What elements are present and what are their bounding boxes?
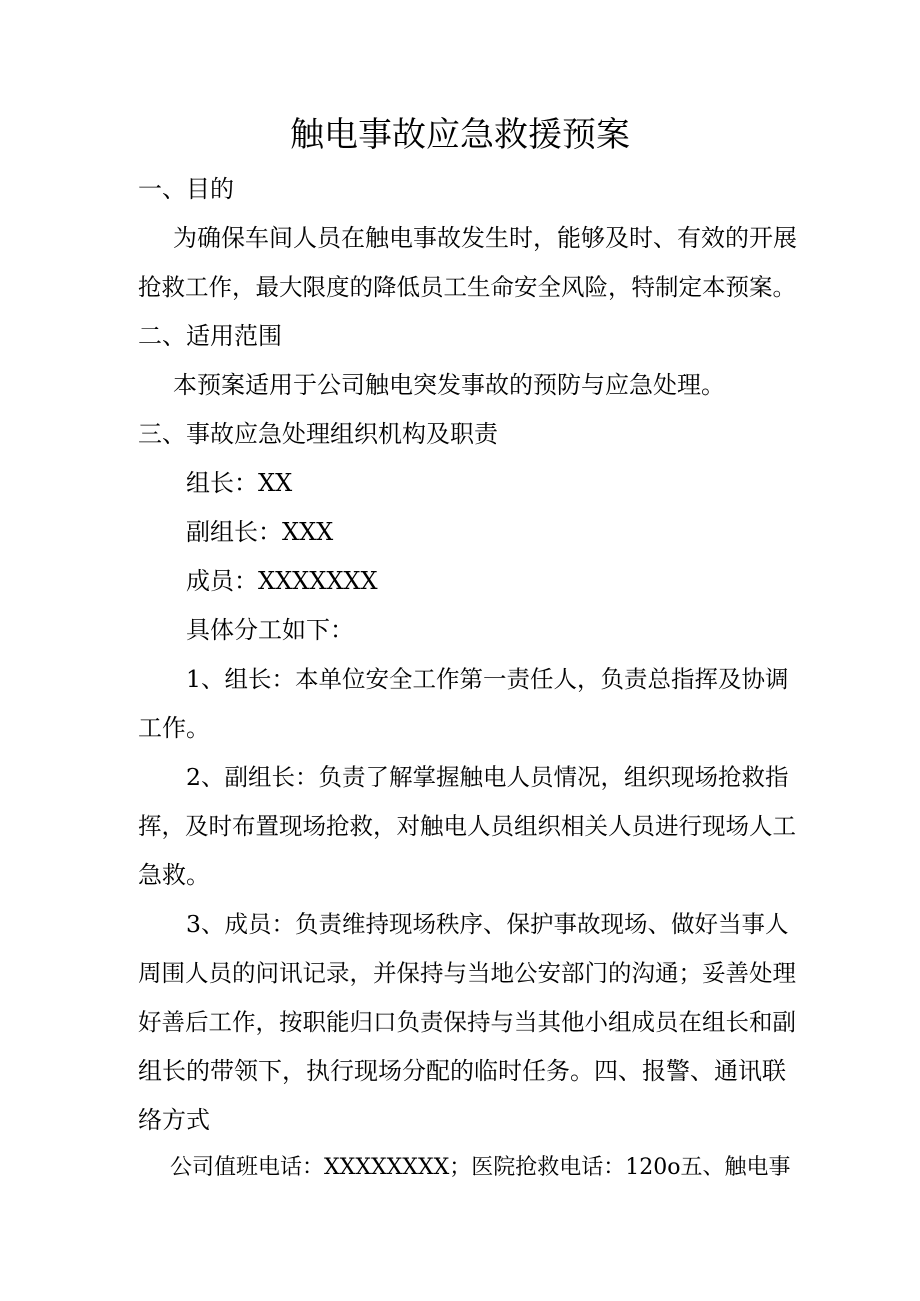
paragraph-line: 工作。	[138, 714, 210, 742]
paragraph-line: 周围人员的问讯记录，并保持与当地公安部门的沟通；妥善处理	[138, 959, 796, 987]
paragraph-line: 好善后工作，按职能归口负责保持与当其他小组成员在组长和副	[138, 1008, 796, 1036]
paragraph-line: 1、组长：本单位安全工作第一责任人，负责总指挥及协调	[186, 665, 789, 693]
paragraph-line: 急救。	[138, 861, 210, 889]
paragraph-line: 本预案适用于公司触电突发事故的预防与应急处理。	[173, 371, 725, 399]
section-heading-organization: 三、事故应急处理组织机构及职责	[138, 420, 498, 448]
paragraph-line: 2、副组长：负责了解掌握触电人员情况，组织现场抢救指	[186, 763, 789, 791]
deputy-leader-line: 副组长：XXX	[186, 518, 334, 546]
section-heading-scope: 二、适用范围	[138, 322, 282, 350]
paragraph-line: 挥，及时布置现场抢救，对触电人员组织相关人员进行现场人工	[138, 812, 796, 840]
section-heading-purpose: 一、目的	[138, 175, 234, 203]
members-line: 成员：XXXXXXX	[186, 567, 378, 595]
paragraph-line: 抢救工作，最大限度的降低员工生命安全风险，特制定本预案。	[138, 273, 796, 301]
paragraph-line: 组长的带领下，执行现场分配的临时任务。四、报警、通讯联	[138, 1057, 786, 1085]
paragraph-line: 为确保车间人员在触电事故发生时，能够及时、有效的开展	[173, 224, 797, 252]
paragraph-line: 络方式	[138, 1106, 210, 1134]
contact-line: 公司值班电话：XXXXXXXX；医院抢救电话：120o五、触电事	[170, 1155, 791, 1180]
paragraph-line: 3、成员：负责维持现场秩序、保护事故现场、做好当事人	[186, 910, 789, 938]
leader-line: 组长：XX	[186, 469, 293, 497]
document-title: 触电事故应急救援预案	[290, 115, 630, 155]
division-intro: 具体分工如下：	[186, 616, 354, 644]
